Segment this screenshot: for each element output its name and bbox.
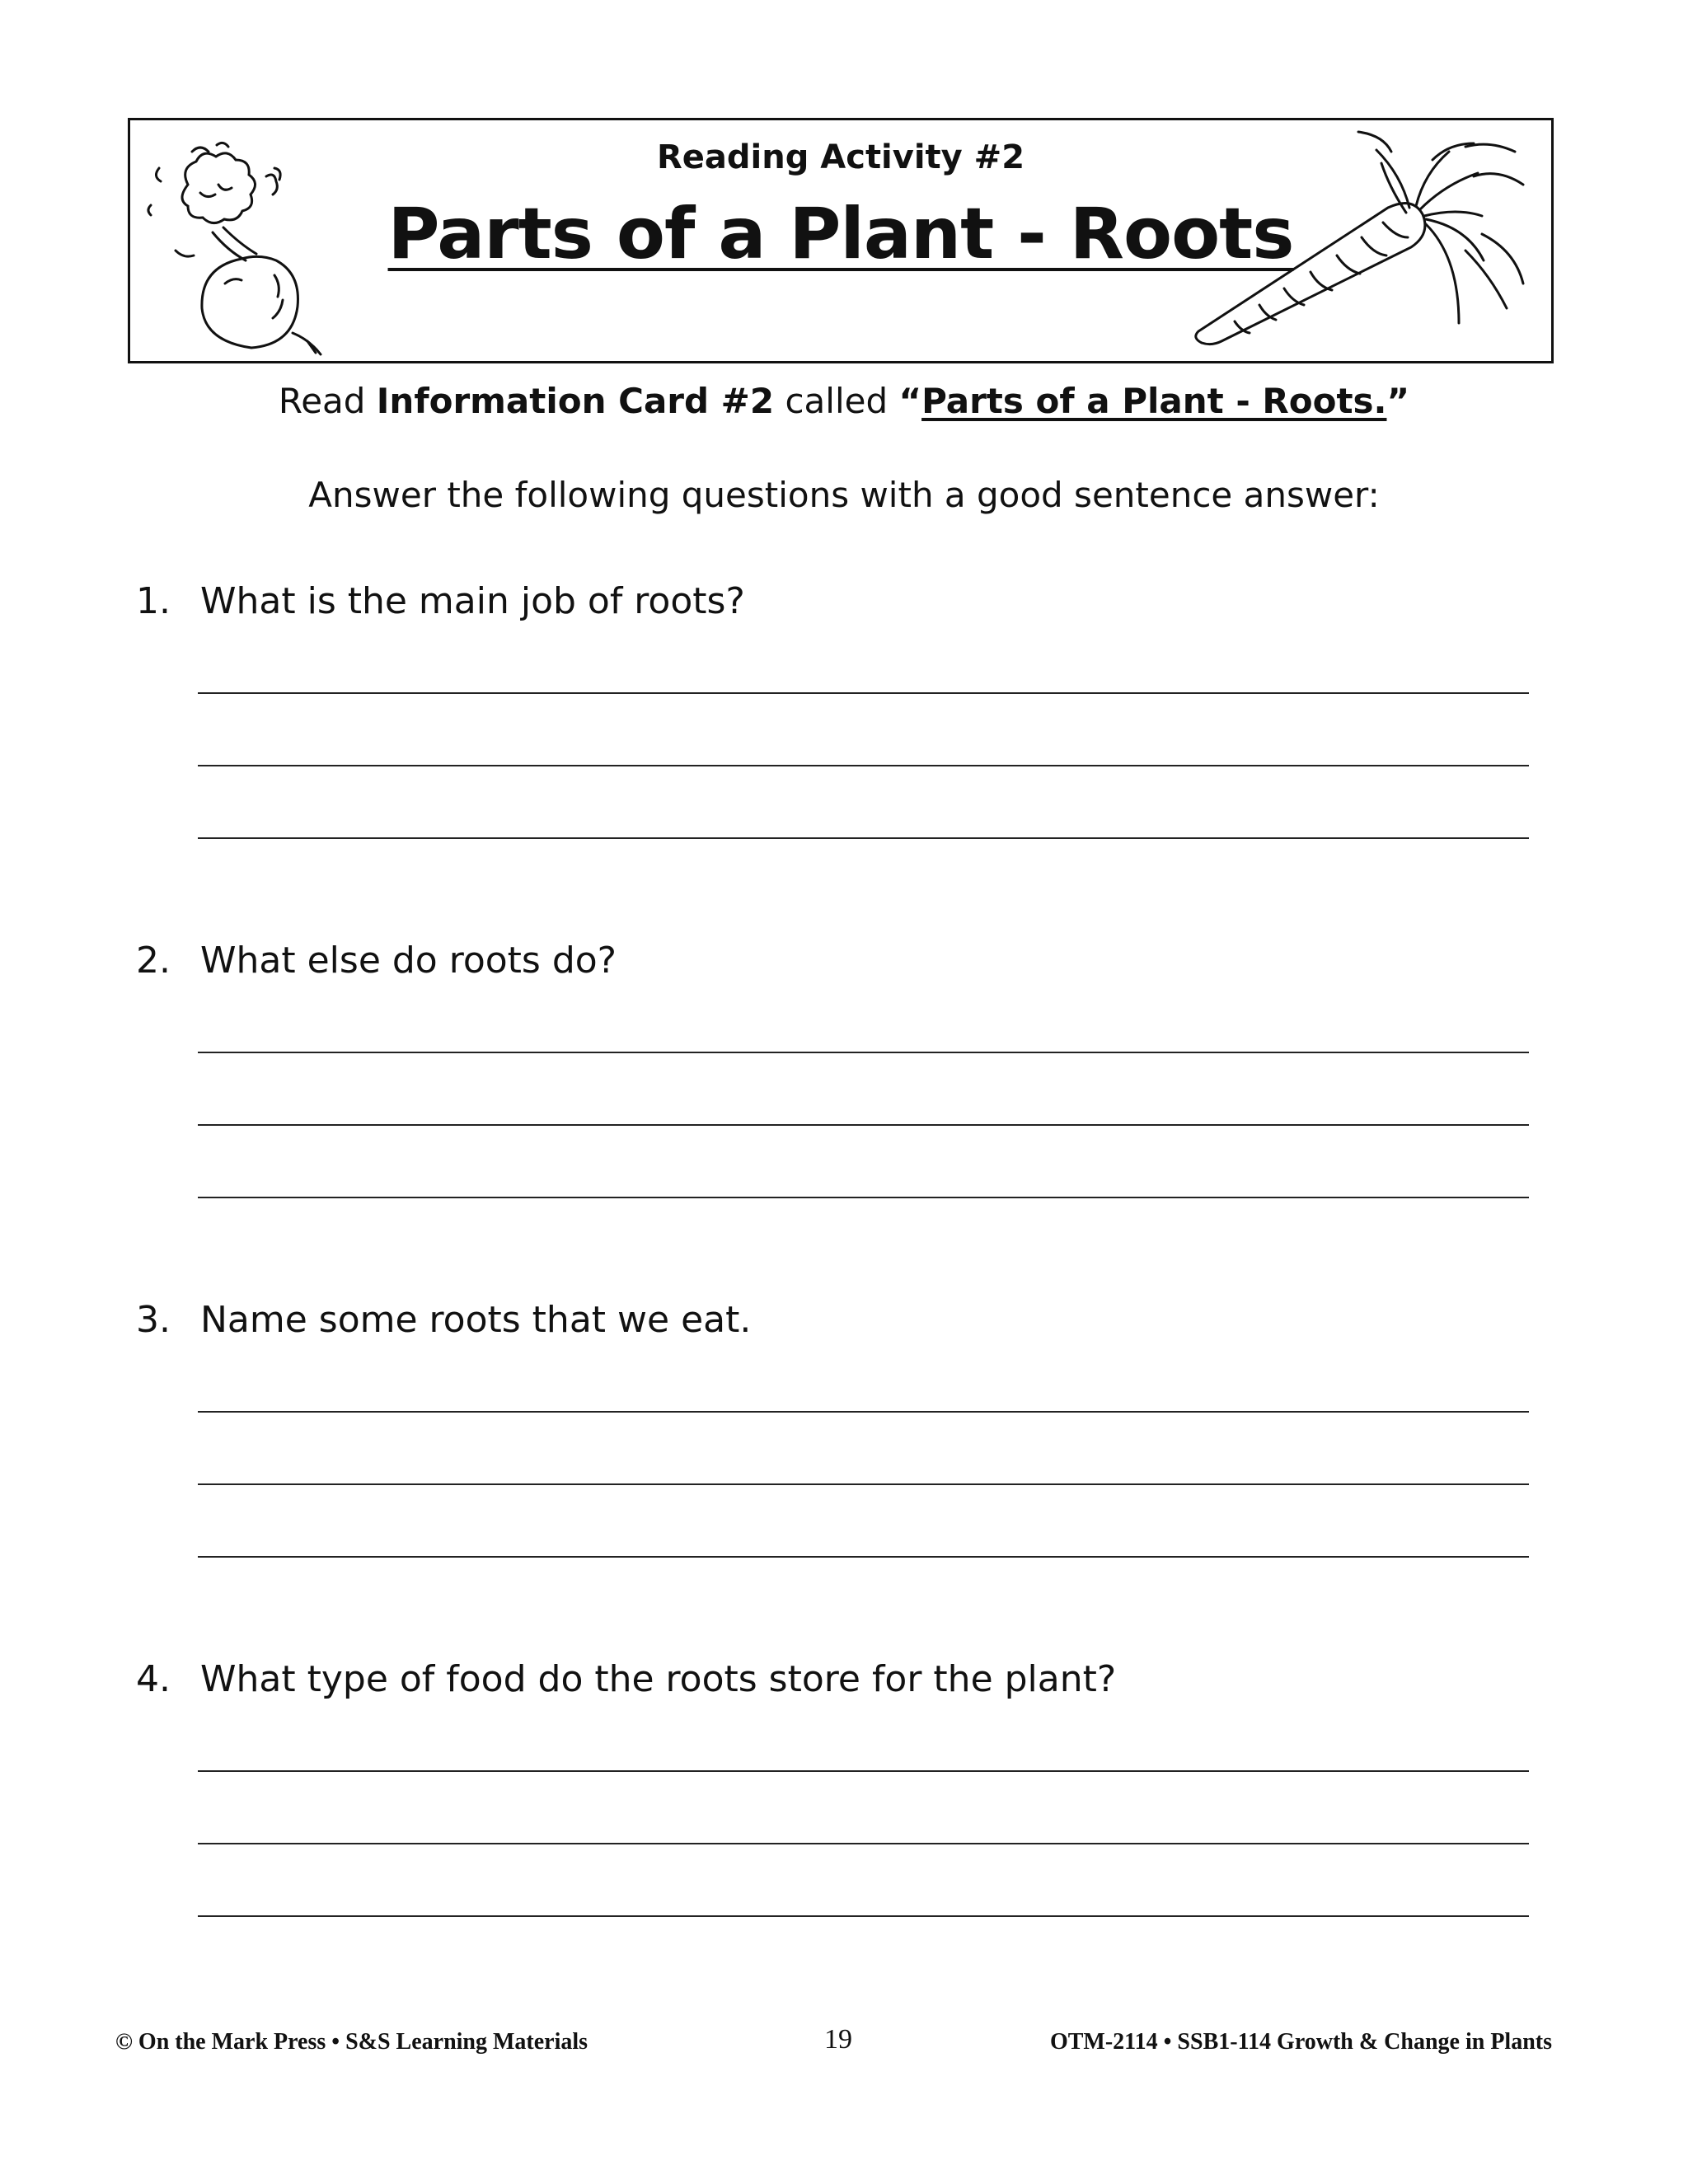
question-number: 4. [136, 1658, 171, 1700]
information-card-reference: Information Card #2 [376, 381, 775, 421]
answer-line[interactable] [198, 1770, 1529, 1772]
card-title-reference: Parts of a Plant - Roots. [921, 381, 1387, 421]
answer-line[interactable] [198, 1556, 1529, 1558]
page-number: 19 [824, 2024, 852, 2055]
question-number: 2. [136, 940, 171, 982]
close-quote: ” [1386, 381, 1410, 421]
read-instruction [0, 381, 1688, 421]
question-4 [136, 1658, 1116, 1700]
question-2 [136, 940, 617, 982]
carrot-illustration [1185, 127, 1540, 359]
page-title-text: Parts of a Plant - Roots [387, 193, 1294, 275]
footer-product-code: OTM-2114 • SSB1-114 Growth & Change in Plants [1049, 2029, 1552, 2055]
question-1 [136, 580, 745, 622]
question-text: What else do roots do? [200, 940, 617, 982]
answer-line[interactable] [198, 837, 1529, 839]
question-text: What is the main job of roots? [200, 580, 745, 622]
answer-line[interactable] [198, 692, 1529, 694]
header-box [128, 118, 1554, 363]
footer-copyright: © On the Mark Press • S&S Learning Materials [115, 2029, 588, 2055]
open-quote: “ [898, 381, 922, 421]
answer-line[interactable] [198, 1843, 1529, 1844]
answer-line[interactable] [198, 1197, 1529, 1198]
reading-activity-label: Reading Activity #2 [656, 138, 1025, 176]
question-text: What type of food do the roots store for the plant? [200, 1658, 1117, 1700]
read-prefix: Read [278, 381, 377, 421]
question-text: Name some roots that we eat. [200, 1299, 752, 1341]
read-middle: called [774, 381, 899, 421]
question-number: 3. [136, 1299, 171, 1341]
answer-line[interactable] [198, 1915, 1529, 1917]
answer-line[interactable] [198, 1052, 1529, 1053]
answer-instruction: Answer the following questions with a good sentence answer: [308, 475, 1380, 515]
answer-line[interactable] [198, 1483, 1529, 1485]
answer-line[interactable] [198, 1124, 1529, 1126]
answer-line[interactable] [198, 1411, 1529, 1413]
question-number: 1. [136, 580, 171, 622]
answer-line[interactable] [198, 765, 1529, 766]
question-3 [136, 1299, 751, 1341]
